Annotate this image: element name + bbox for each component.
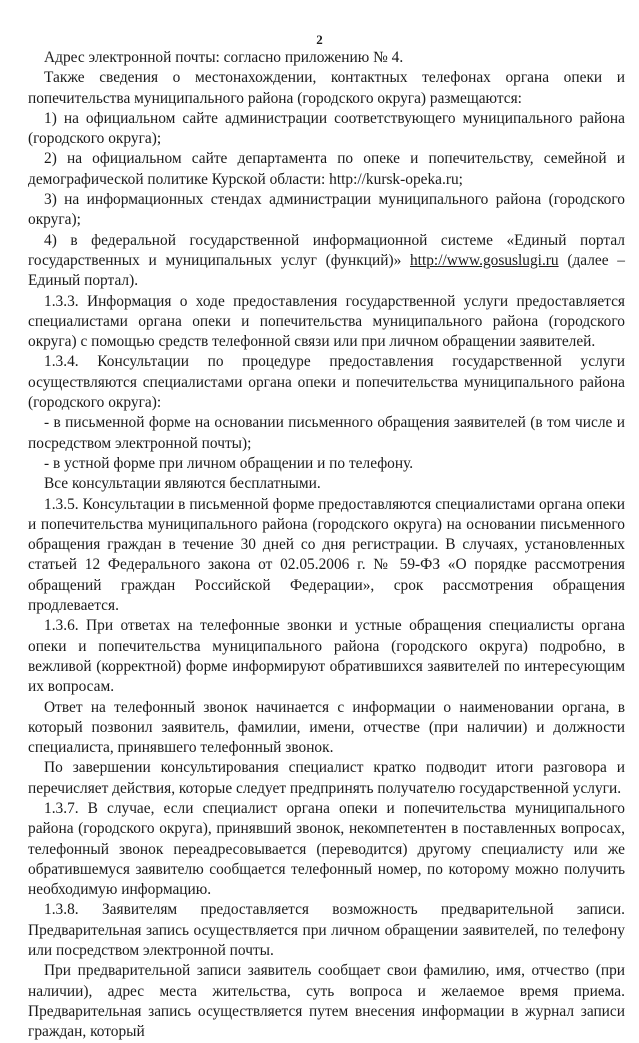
page-number: 2	[316, 32, 323, 47]
paragraph-1-3-4: 1.3.4. Консультации по процедуре предоставления государственной услуги осуществляются специалистами органа опеки и попечительства муниципального района (городского округа):	[28, 353, 625, 412]
paragraph-item-4	[28, 231, 625, 292]
document-body	[28, 48, 625, 1043]
paragraph-email: Адрес электронной почты: согласно приложению № 4.	[44, 49, 404, 66]
paragraph-1-3-7: 1.3.7. В случае, если специалист органа опеки и попечительства муниципального района (городского округа), принявший звонок, некомпетентен в поставленных вопросах, телефонный звонок переадресовывается (переводится) другому специалисту или же обратившемуся заявителю сообщается телефонный номер, по которому можно получить необходимую информацию.	[28, 799, 625, 899]
paragraph-written-form: - в письменной форме на основании письменного обращения заявителей (в том числе и посредством электронной почты);	[28, 414, 625, 452]
paragraph-free-consultations: Все консультации являются бесплатными.	[44, 475, 321, 493]
paragraph-item-2: 2) на официальном сайте департамента по опеке и попечительству, семейной и демографической политике Курской области: http://kursk-opeka.ru;	[28, 150, 625, 188]
portal-text-after: (далее – Единый портал).	[28, 251, 625, 290]
paragraph-phone-answer: Ответ на телефонный звонок начинается с информации о наименовании органа, в который позвонил заявитель, фамилии, имени, отчестве (при наличии) и должности специалиста, принявшего телефонный звонок.	[28, 698, 625, 757]
paragraph-1-3-8: 1.3.8. Заявителям предоставляется возможность предварительной записи. Предварительная запись осуществляется при личном обращении заявителей, по телефону или посредством электронной почты.	[28, 901, 625, 960]
portal-text-before: 4) в федеральной государственной информационной системе «Единый портал государственных и муниципальных услуг (функций)»	[28, 231, 625, 269]
paragraph-1-3-3: 1.3.3. Информация о ходе предоставления государственной услуги предоставляется специалистами органа опеки и попечительства муниципального района (городского округа) с помощью средств телефонной связи или при личном обращении заявителей.	[28, 292, 625, 351]
paragraph-oral-form: - в устной форме при личном обращении и по телефону.	[44, 454, 414, 472]
paragraph-consultation-end: По завершении консультирования специалист кратко подводит итоги разговора и перечисляет действия, которые следует предпринять получателю государственной услуги.	[28, 759, 625, 797]
paragraph-location-intro: Также сведения о местонахождении, контактных телефонах органа опеки и попечительства муниципального района (городского округа) размещаются:	[28, 69, 625, 107]
paragraph-1-3-6: 1.3.6. При ответах на телефонные звонки и устные обращения специалисты органа опеки и попечительства муниципального района (городского округа) подробно, в вежливой (корректной) форме информируют обратившихся заявителей по интересующим их вопросам.	[28, 617, 625, 696]
paragraph-item-3: 3) на информационных стендах администрации муниципального района (городского округа);	[28, 191, 625, 229]
paragraph-item-1: 1) на официальном сайте администрации соответствующего муниципального района (городского округа);	[28, 109, 625, 148]
gosuslugi-link[interactable]: http://www.gosuslugi.ru	[409, 251, 559, 269]
paragraph-1-3-5: 1.3.5. Консультации в письменной форме предоставляются специалистами органа опеки и попечительства муниципального района (городского округа) на основании письменного обращения граждан в течение 30 дней со дня регистрации. В случаях, установленных статьей 12 Федерального закона от 02.05.2006 г. № 59-ФЗ «О порядке рассмотрения обращений граждан Российской Федерации», срок рассмотрения обращения продлевается.	[28, 495, 625, 615]
paragraph-preregistration: При предварительной записи заявитель сообщает свои фамилию, имя, отчество (при наличии), адрес места жительства, суть вопроса и желаемое время приема. Предварительная запись осуществляется путем внесения информации в журнал записи граждан, который	[28, 962, 625, 1041]
